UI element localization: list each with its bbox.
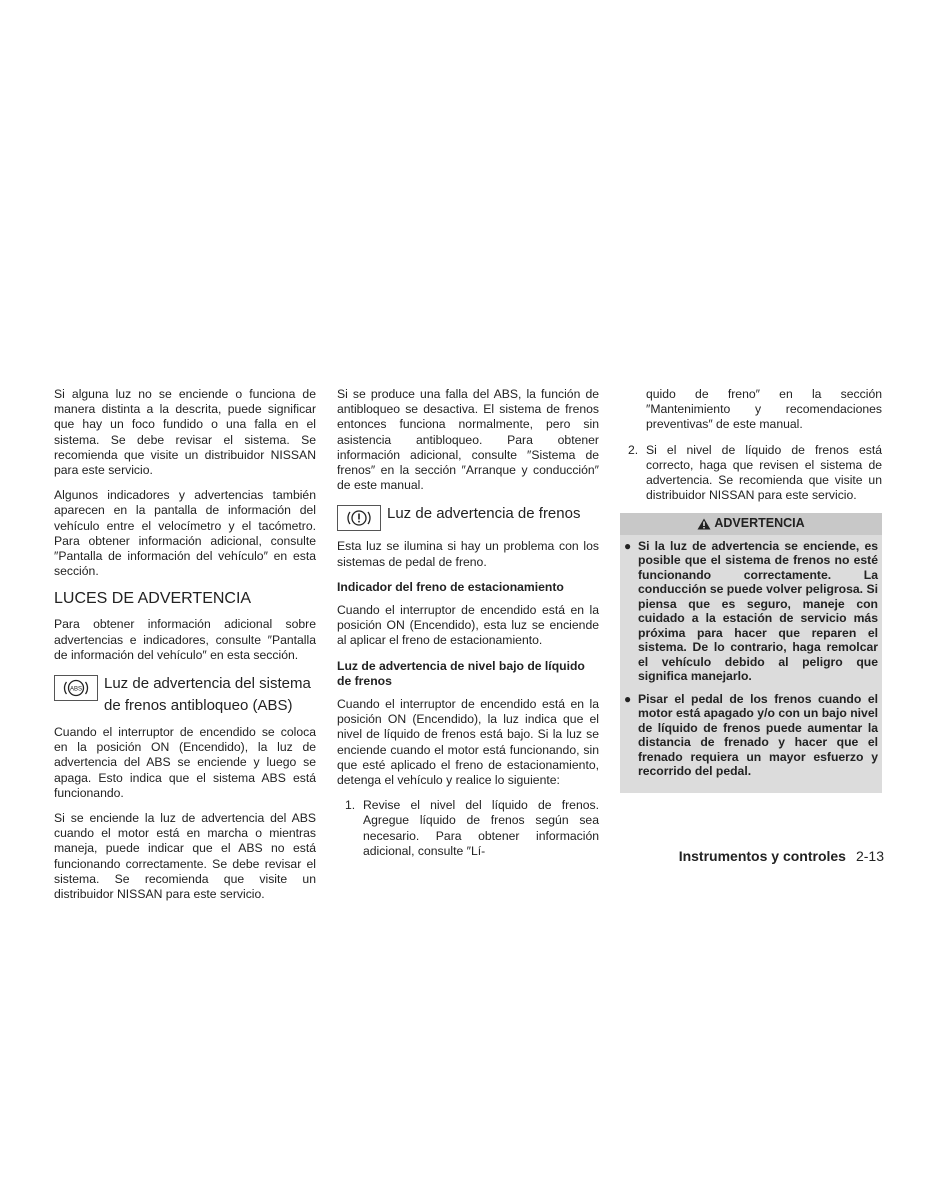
list-item-text: Revise el nivel del líquido de frenos. Agregue líquido de frenos según sea necesario. Para obtener información adicional, consulte ″Lí-: [363, 798, 599, 858]
paragraph: Cuando el interruptor de encendido está en la posición ON (Encendido), la luz indica que el nivel de líquido de frenos está bajo. Si la luz se enciende cuando el motor está funcionando, sin que esté aplicado el freno de estacionamiento, detenga el vehículo y realice lo siguiente:: [337, 697, 599, 788]
warning-item: [620, 692, 878, 779]
page-footer: [640, 848, 884, 864]
column-2: [337, 387, 599, 869]
list-item-number: 2.: [628, 442, 639, 457]
list-item-continuation: quido de freno″ en la sección ″Mantenimiento y recomendaciones preventivas″ de este manual.: [646, 387, 882, 432]
footer-section-name: Instrumentos y controles: [678, 848, 846, 864]
subheading-low-fluid: Luz de advertencia de nivel bajo de líquido de frenos: [337, 658, 585, 688]
paragraph: Algunos indicadores y advertencias también aparecen en la pantalla de información del vehículo entre el velocímetro y el tacómetro. Para obtener información adicional, consulte ″Pantalla de información del vehículo″ en esta sección.: [54, 488, 316, 579]
list-item-text: Si el nivel de líquido de frenos está correcto, haga que revisen el sistema de advertencia. Se recomienda que visite un distribuidor NISSAN para este servicio.: [646, 442, 882, 503]
paragraph: Si se enciende la luz de advertencia del ABS cuando el motor está en marcha o mientras maneja, puede indicar que el ABS no está funcionando correctamente. Se debe revisar el sistema. Se recomienda que visite un distribuidor NISSAN para este servicio.: [54, 811, 316, 902]
warning-item: [620, 539, 878, 684]
warning-title-text: ADVERTENCIA: [714, 516, 805, 531]
page-number: 2-13: [855, 848, 884, 864]
paragraph: Esta luz se ilumina si hay un problema con los sistemas de pedal de freno.: [337, 539, 599, 569]
bullet-icon: ●: [624, 691, 632, 706]
brake-heading-text: Luz de advertencia de frenos: [387, 505, 581, 523]
warning-title: [620, 513, 882, 534]
abs-icon-label: ABS: [69, 686, 83, 693]
column-3: [620, 387, 882, 793]
paragraph: Para obtener información adicional sobre advertencias e indicadores, consulte ″Pantalla de información del vehículo″ en esta sección.: [54, 617, 316, 662]
brake-warning-heading: [337, 503, 599, 531]
steps-list-continued: [620, 443, 882, 504]
warning-box: [620, 513, 882, 792]
paragraph: Si se produce una falla del ABS, la función de antibloqueo se desactiva. El sistema de frenos entonces funciona normalmente, pero sin asistencia antibloqueo. Para obtener información adicional, consulte ″Sistema de frenos″ en la sección ″Arranque y conducción″ de este manual.: [337, 387, 599, 493]
abs-warning-icon: [54, 675, 98, 701]
abs-warning-heading: [54, 673, 316, 717]
paragraph: Si alguna luz no se enciende o funciona de manera distinta a la descrita, puede significar que hay un foco fundido o una falla en el sistema. Se debe revisar el sistema. Se recomienda que visite un distribuidor NISSAN para este servicio.: [54, 387, 316, 478]
steps-list: [337, 798, 599, 859]
list-item: [620, 443, 882, 504]
list-item-number: 1.: [345, 798, 356, 813]
section-title: LUCES DE ADVERTENCIA: [54, 590, 252, 608]
subheading-parking-brake: Indicador del freno de estacionamiento: [337, 579, 564, 594]
list-item: [337, 798, 599, 859]
warning-item-text: Pisar el pedal de los frenos cuando el motor está apagado y/o con un bajo nivel de líquido de frenos puede aumentar la distancia de frenado y hacer que el frenado requiera un mayor esfuerzo y recorrido del pedal.: [638, 691, 878, 779]
paragraph: Cuando el interruptor de encendido se coloca en la posición ON (Encendido), la luz de advertencia del ABS se enciende y luego se apaga. Esto indica que el sistema ABS está funcionando.: [54, 725, 316, 800]
brake-warning-icon: [337, 505, 381, 531]
abs-heading-text: Luz de advertencia del sistema de frenos antibloqueo (ABS): [104, 675, 311, 715]
warning-triangle-icon: [697, 518, 711, 530]
warning-list: [620, 535, 882, 779]
bullet-icon: ●: [624, 538, 632, 553]
warning-item-text: Si la luz de advertencia se enciende, es posible que el sistema de frenos no esté funcionando correctamente. La conducción se puede volver peligrosa. Si piensa que es seguro, maneje con cuidado a la estación de servicio más próxima para hacer que reparen el sistema. De lo contrario, haga remolcar el vehículo debido al peligro que significa manejarlo.: [638, 538, 878, 684]
paragraph: Cuando el interruptor de encendido está en la posición ON (Encendido), esta luz se enciende al aplicar el freno de estacionamiento.: [337, 603, 599, 648]
column-1: [54, 387, 316, 912]
